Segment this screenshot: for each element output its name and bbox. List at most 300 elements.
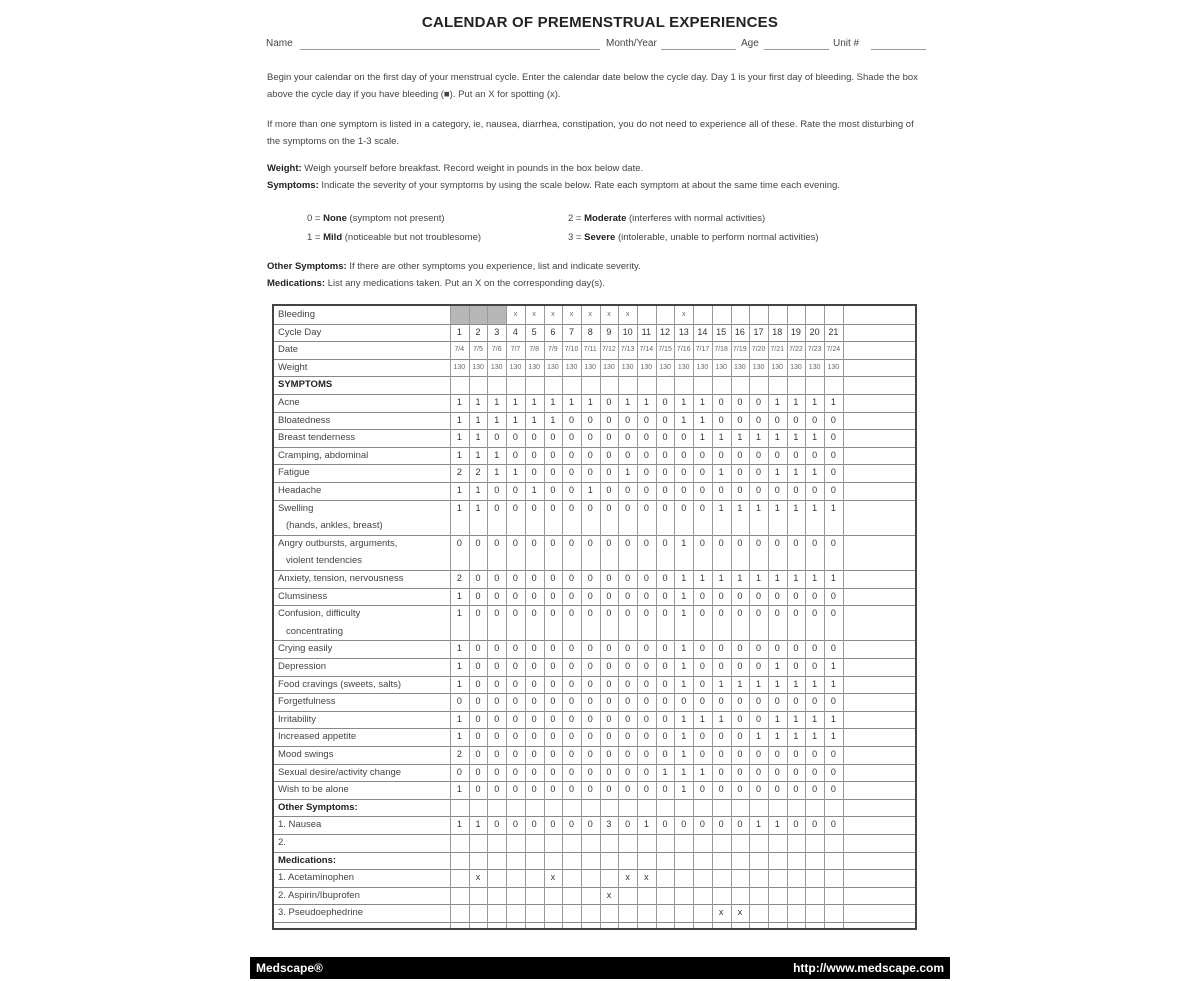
symptom-row-day-21[interactable]: 1 [830,573,836,583]
symptom-row-day-14[interactable]: 1 [699,414,705,425]
symptom-row-day-10[interactable]: 1 [625,467,631,478]
symptom-row-day-8[interactable]: 0 [587,661,593,671]
symptom-row-day-9[interactable]: 0 [606,485,612,495]
symptom-row-day-13[interactable]: 1 [681,731,687,742]
symptom-row-day-18[interactable]: 1 [774,713,780,724]
cycle-day-row-day-14[interactable]: 14 [697,326,708,337]
symptom-row-day-13[interactable]: 1 [681,661,687,671]
symptom-row-day-4[interactable]: 0 [512,678,518,689]
symptom-row-day-18[interactable]: 1 [774,397,780,407]
symptom-row-day-17[interactable]: 1 [756,678,762,689]
cycle-day-row-day-1[interactable]: 1 [456,326,462,337]
symptom-row-day-7[interactable]: 0 [569,766,575,777]
symptom-row-day-13[interactable]: 0 [681,696,687,707]
symptom-row-day-14[interactable]: 1 [699,397,705,407]
symptom-row-day-20[interactable]: 1 [812,502,818,513]
symptom-row-day-10[interactable]: 0 [625,414,631,425]
symptom-row-day-18[interactable]: 1 [774,467,780,478]
symptom-row-day-14[interactable]: 0 [699,590,705,601]
symptom-row-day-9[interactable]: 0 [606,608,612,619]
symptom-row-day-10[interactable]: 0 [625,449,631,460]
symptom-row-day-4[interactable]: 0 [512,590,518,601]
symptom-row-day-2[interactable]: 1 [475,502,481,513]
symptom-row-day-4[interactable]: 0 [512,696,518,707]
symptom-row-day-13[interactable]: 1 [681,749,687,759]
symptom-row-day-8[interactable]: 0 [587,432,593,443]
symptom-row-day-7[interactable]: 0 [569,608,575,619]
symptom-row-day-4[interactable]: 0 [512,432,518,443]
symptom-row-day-14[interactable]: 1 [699,573,705,583]
symptom-row-day-6[interactable]: 0 [550,661,556,671]
cycle-day-row-day-7[interactable]: 7 [569,326,575,337]
symptom-row-day-8[interactable]: 0 [587,573,593,583]
weight-row-day-14[interactable]: 130 [696,363,709,371]
symptom-row-day-5[interactable]: 0 [531,643,537,654]
symptom-row-day-19[interactable]: 0 [793,749,799,759]
symptom-row-day-10[interactable]: 0 [625,590,631,601]
symptom-row-day-4[interactable]: 1 [512,467,518,478]
symptom-row-day-10[interactable]: 0 [625,485,631,495]
date-row-day-1[interactable]: 7/4 [454,346,465,354]
symptom-row-day-15[interactable]: 0 [718,537,724,548]
symptom-row-day-15[interactable]: 0 [718,749,724,759]
cycle-day-row-day-2[interactable]: 2 [475,326,481,337]
symptom-row-day-3[interactable]: 0 [494,696,500,707]
symptom-row-day-5[interactable]: 1 [531,414,537,425]
symptom-row-day-10[interactable]: 1 [625,397,631,407]
symptom-row-day-5[interactable]: 0 [531,590,537,601]
other-symptom-row-day-15[interactable]: 0 [718,819,724,830]
symptom-row-day-10[interactable]: 0 [625,537,631,548]
symptom-row-day-20[interactable]: 0 [812,414,818,425]
symptom-row-day-10[interactable]: 0 [625,678,631,689]
weight-row-day-10[interactable]: 130 [621,363,634,371]
symptom-row-day-3[interactable]: 0 [494,502,500,513]
symptom-row-day-14[interactable]: 0 [699,731,705,742]
symptom-row-day-1[interactable]: 1 [456,608,462,619]
symptom-row-day-5[interactable]: 0 [531,608,537,619]
symptom-row-day-5[interactable]: 0 [531,432,537,443]
symptom-row-day-15[interactable]: 1 [718,713,724,724]
weight-row-day-12[interactable]: 130 [659,363,671,371]
symptom-row-day-17[interactable]: 0 [756,537,762,548]
symptom-row-day-7[interactable]: 0 [569,537,575,548]
symptom-row-day-21[interactable]: 1 [830,713,836,724]
symptom-row-day-2[interactable]: 0 [475,643,481,654]
symptom-row-day-16[interactable]: 0 [737,713,743,724]
symptom-row-day-12[interactable]: 0 [662,643,668,654]
symptom-row-day-8[interactable]: 0 [587,713,593,724]
bleeding-row-day-7[interactable]: x [569,311,574,318]
symptom-row-day-6[interactable]: 1 [550,397,556,407]
symptom-row-day-21[interactable]: 0 [830,485,836,495]
symptom-row-day-14[interactable]: 1 [699,766,705,777]
symptom-row-day-4[interactable]: 0 [512,731,518,742]
symptom-row-day-11[interactable]: 0 [643,766,649,777]
symptom-row-day-13[interactable]: 1 [681,397,687,407]
symptom-row-day-1[interactable]: 2 [456,749,462,759]
symptom-row-day-19[interactable]: 0 [793,696,799,707]
symptom-row-day-10[interactable]: 0 [625,661,631,671]
symptom-row-day-12[interactable]: 0 [662,678,668,689]
symptom-row-day-19[interactable]: 1 [793,678,799,689]
other-symptom-row-day-5[interactable]: 0 [531,819,537,830]
symptom-row-day-15[interactable]: 0 [718,414,724,425]
symptom-row-day-9[interactable]: 0 [606,414,612,425]
symptom-row-day-8[interactable]: 0 [587,731,593,742]
symptom-row-day-1[interactable]: 1 [456,643,462,654]
cycle-day-row-day-20[interactable]: 20 [809,326,820,337]
symptom-row-day-13[interactable]: 0 [681,485,687,495]
symptom-row-day-16[interactable]: 0 [737,449,743,460]
symptom-row-day-12[interactable]: 0 [662,784,668,795]
symptom-row-day-2[interactable]: 0 [475,713,481,724]
symptom-row-day-18[interactable]: 1 [774,678,780,689]
symptom-row-day-12[interactable]: 0 [662,537,668,548]
symptom-row-day-8[interactable]: 1 [587,397,593,407]
symptom-row-day-11[interactable]: 0 [643,432,649,443]
weight-row-day-3[interactable]: 130 [490,363,503,371]
symptom-row-day-13[interactable]: 1 [681,784,687,795]
symptom-row-day-13[interactable]: 1 [681,766,687,777]
symptom-row-day-17[interactable]: 0 [756,608,762,619]
symptom-row-day-19[interactable]: 0 [793,661,799,671]
symptom-row-day-1[interactable]: 1 [456,661,462,671]
symptom-row-day-3[interactable]: 0 [494,713,500,724]
other-symptom-row-day-1[interactable]: 1 [456,819,462,830]
symptom-row-day-7[interactable]: 0 [569,590,575,601]
other-symptom-row-day-21[interactable]: 0 [830,819,836,830]
symptom-row-day-7[interactable]: 0 [569,784,575,795]
date-row-day-4[interactable]: 7/7 [510,346,521,354]
symptom-row-day-13[interactable]: 1 [681,537,687,548]
symptom-row-day-1[interactable]: 1 [456,590,462,601]
bleeding-row-day-9[interactable]: x [607,311,611,318]
symptom-row-day-4[interactable]: 0 [512,449,518,460]
symptom-row-day-15[interactable]: 0 [718,696,724,707]
symptom-row-day-1[interactable]: 0 [456,537,462,548]
symptom-row-day-19[interactable]: 1 [793,432,799,443]
symptom-row-day-20[interactable]: 0 [812,608,818,619]
symptom-row-day-11[interactable]: 0 [643,608,649,619]
bleeding-row-day-5[interactable]: x [532,311,536,318]
cycle-day-row-day-12[interactable]: 12 [660,326,671,337]
symptom-row-day-18[interactable]: 0 [774,449,780,460]
symptom-row-day-14[interactable]: 0 [699,678,705,689]
symptom-row-day-14[interactable]: 0 [699,502,705,513]
cycle-day-row-day-9[interactable]: 9 [606,326,612,337]
cycle-day-row-day-5[interactable]: 5 [531,326,537,337]
date-row-day-21[interactable]: 7/24 [826,346,841,354]
symptom-row-day-20[interactable]: 0 [812,661,818,671]
symptom-row-day-7[interactable]: 0 [569,485,575,495]
symptom-row-day-9[interactable]: 0 [606,590,612,601]
symptom-row-day-3[interactable]: 1 [494,449,500,460]
symptom-row-day-1[interactable]: 1 [456,678,462,689]
symptom-row-day-20[interactable]: 0 [812,766,818,777]
symptom-row-day-16[interactable]: 1 [737,502,743,513]
symptom-row-day-11[interactable]: 0 [643,573,649,583]
cycle-day-row-day-18[interactable]: 18 [772,326,783,337]
weight-row-day-1[interactable]: 130 [453,363,466,371]
symptom-row-day-11[interactable]: 0 [643,590,649,601]
symptom-row-day-19[interactable]: 0 [793,414,799,425]
symptom-row-day-2[interactable]: 1 [475,397,481,407]
symptom-row-day-8[interactable]: 0 [587,537,593,548]
symptom-row-day-6[interactable]: 0 [550,485,556,495]
symptom-row-day-11[interactable]: 0 [643,749,649,759]
symptom-row-day-19[interactable]: 0 [793,537,799,548]
symptom-row-day-9[interactable]: 0 [606,731,612,742]
weight-row-day-15[interactable]: 130 [715,363,727,371]
symptom-row-day-10[interactable]: 0 [625,696,631,707]
symptom-row-day-14[interactable]: 1 [699,713,705,724]
symptom-row-day-17[interactable]: 0 [756,784,762,795]
bleeding-row-day-8[interactable]: x [588,311,592,318]
symptom-row-day-8[interactable]: 0 [587,449,593,460]
symptom-row-day-17[interactable]: 0 [756,414,762,425]
symptom-row-day-15[interactable]: 0 [718,449,724,460]
symptom-row-day-19[interactable]: 1 [793,397,799,407]
symptom-row-day-16[interactable]: 0 [737,467,743,478]
symptom-row-day-2[interactable]: 0 [475,784,481,795]
symptom-row-day-2[interactable]: 1 [475,485,481,495]
symptom-row-day-13[interactable]: 0 [681,449,687,460]
date-row-day-6[interactable]: 7/9 [547,346,558,354]
symptom-row-day-13[interactable]: 1 [681,414,687,425]
symptom-row-day-10[interactable]: 0 [625,749,631,759]
symptom-row-day-9[interactable]: 0 [606,661,612,671]
symptom-row-day-20[interactable]: 0 [812,485,818,495]
symptom-row-day-12[interactable]: 0 [662,397,668,407]
symptom-row-day-8[interactable]: 0 [587,502,593,513]
date-row-day-2[interactable]: 7/5 [473,346,483,354]
weight-row-day-16[interactable]: 130 [734,363,746,371]
other-symptom-row-day-20[interactable]: 0 [812,819,818,830]
symptom-row-day-4[interactable]: 0 [512,485,518,495]
symptom-row-day-5[interactable]: 0 [531,749,537,759]
symptom-row-day-1[interactable]: 1 [456,449,462,460]
weight-row-day-7[interactable]: 130 [565,363,578,371]
symptom-row-day-12[interactable]: 0 [662,485,668,495]
symptom-row-day-21[interactable]: 0 [830,696,836,707]
symptom-row-day-12[interactable]: 0 [662,590,668,601]
symptom-row-day-17[interactable]: 0 [756,713,762,724]
symptom-row-day-7[interactable]: 0 [569,432,575,443]
symptom-row-day-18[interactable]: 1 [774,573,780,583]
symptom-row-day-3[interactable]: 0 [494,749,500,759]
symptom-row-day-2[interactable]: 2 [475,467,481,478]
symptom-row-day-12[interactable]: 0 [662,713,668,724]
symptom-row-day-17[interactable]: 0 [756,696,762,707]
symptom-row-day-5[interactable]: 1 [531,397,537,407]
symptom-row-day-16[interactable]: 1 [737,432,743,443]
symptom-row-day-11[interactable]: 0 [643,502,649,513]
symptom-row-day-8[interactable]: 0 [587,678,593,689]
symptom-row-day-6[interactable]: 0 [550,643,556,654]
symptom-row-day-4[interactable]: 0 [512,784,518,795]
symptom-row-day-20[interactable]: 1 [812,678,818,689]
symptom-row-day-10[interactable]: 0 [625,608,631,619]
symptom-row-day-7[interactable]: 0 [569,696,575,707]
symptom-row-day-15[interactable]: 0 [718,784,724,795]
symptom-row-day-20[interactable]: 0 [812,784,818,795]
symptom-row-day-21[interactable]: 0 [830,766,836,777]
symptom-row-day-10[interactable]: 0 [625,713,631,724]
symptom-row-day-6[interactable]: 0 [550,678,556,689]
symptom-row-day-2[interactable]: 0 [475,661,481,671]
symptom-row-day-5[interactable]: 0 [531,573,537,583]
symptom-row-day-3[interactable]: 0 [494,608,500,619]
symptom-row-day-12[interactable]: 0 [662,661,668,671]
symptom-row-day-12[interactable]: 0 [662,449,668,460]
symptom-row-day-4[interactable]: 0 [512,502,518,513]
symptom-row-day-17[interactable]: 1 [756,573,762,583]
symptom-row-day-9[interactable]: 0 [606,678,612,689]
symptom-row-day-6[interactable]: 0 [550,573,556,583]
symptom-row-day-19[interactable]: 1 [793,467,799,478]
symptom-row-day-16[interactable]: 0 [737,731,743,742]
symptom-row-day-11[interactable]: 0 [643,485,649,495]
other-symptom-row-day-19[interactable]: 0 [793,819,799,830]
symptom-row-day-21[interactable]: 0 [830,449,836,460]
symptom-row-day-7[interactable]: 0 [569,731,575,742]
cycle-day-row-day-10[interactable]: 10 [622,326,633,337]
symptom-row-day-20[interactable]: 1 [812,432,818,443]
symptom-row-day-15[interactable]: 0 [718,766,724,777]
symptom-row-day-11[interactable]: 0 [643,696,649,707]
symptom-row-day-16[interactable]: 0 [737,414,743,425]
symptom-row-day-12[interactable]: 0 [662,414,668,425]
symptom-row-day-12[interactable]: 0 [662,608,668,619]
date-row-day-10[interactable]: 7/13 [620,346,635,354]
symptom-row-day-4[interactable]: 1 [512,397,518,407]
symptom-row-day-9[interactable]: 0 [606,537,612,548]
symptom-row-day-9[interactable]: 0 [606,502,612,513]
symptom-row-day-1[interactable]: 0 [456,696,462,707]
symptom-row-day-13[interactable]: 1 [681,643,687,654]
symptom-row-day-11[interactable]: 0 [643,449,649,460]
cycle-day-row-day-4[interactable]: 4 [512,326,518,337]
symptom-row-day-8[interactable]: 0 [587,467,593,478]
symptom-row-day-2[interactable]: 1 [475,414,481,425]
symptom-row-day-19[interactable]: 0 [793,766,799,777]
symptom-row-day-9[interactable]: 0 [606,696,612,707]
symptom-row-day-17[interactable]: 0 [756,590,762,601]
symptom-row-day-15[interactable]: 1 [718,467,724,478]
symptom-row-day-3[interactable]: 0 [494,678,500,689]
other-symptom-row-day-12[interactable]: 0 [662,819,668,830]
symptom-row-day-1[interactable]: 0 [456,766,462,777]
symptom-row-day-16[interactable]: 0 [737,696,743,707]
symptom-row-day-3[interactable]: 0 [494,537,500,548]
symptom-row-day-8[interactable]: 0 [587,643,593,654]
symptom-row-day-17[interactable]: 0 [756,449,762,460]
symptom-row-day-9[interactable]: 0 [606,643,612,654]
symptom-row-day-16[interactable]: 0 [737,784,743,795]
symptom-row-day-7[interactable]: 0 [569,661,575,671]
symptom-row-day-17[interactable]: 1 [756,502,762,513]
symptom-row-day-5[interactable]: 0 [531,696,537,707]
bleeding-row-day-10[interactable]: x [625,311,630,318]
symptom-row-day-5[interactable]: 0 [531,502,537,513]
symptom-row-day-6[interactable]: 0 [550,784,556,795]
symptom-row-day-15[interactable]: 0 [718,731,724,742]
symptom-row-day-4[interactable]: 0 [512,661,518,671]
date-row-day-12[interactable]: 7/15 [658,346,672,354]
symptom-row-day-10[interactable]: 0 [625,643,631,654]
symptom-row-day-5[interactable]: 0 [531,731,537,742]
symptom-row-day-9[interactable]: 0 [606,766,612,777]
symptom-row-day-6[interactable]: 0 [550,537,556,548]
symptom-row-day-20[interactable]: 1 [812,467,818,478]
symptom-row-day-16[interactable]: 0 [737,590,743,601]
symptom-row-day-20[interactable]: 1 [812,397,818,407]
symptom-row-day-12[interactable]: 0 [662,467,668,478]
symptom-row-day-4[interactable]: 0 [512,643,518,654]
symptom-row-day-5[interactable]: 1 [531,485,537,495]
symptom-row-day-10[interactable]: 0 [625,502,631,513]
symptom-row-day-11[interactable]: 0 [643,467,649,478]
symptom-row-day-5[interactable]: 0 [531,467,537,478]
symptom-row-day-19[interactable]: 1 [793,502,799,513]
symptom-row-day-12[interactable]: 0 [662,731,668,742]
symptom-row-day-21[interactable]: 0 [830,608,836,619]
symptom-row-day-15[interactable]: 0 [718,397,724,407]
symptom-row-day-14[interactable]: 0 [699,749,705,759]
symptom-row-day-1[interactable]: 1 [456,414,462,425]
medication-row-day-11[interactable]: x [644,872,649,883]
symptom-row-day-8[interactable]: 1 [587,485,593,495]
symptom-row-day-8[interactable]: 0 [587,784,593,795]
symptom-row-day-4[interactable]: 0 [512,573,518,583]
date-row-day-20[interactable]: 7/23 [807,346,822,354]
weight-row-day-8[interactable]: 130 [584,363,597,371]
symptom-row-day-16[interactable]: 0 [737,397,743,407]
symptom-row-day-21[interactable]: 0 [830,784,836,795]
symptom-row-day-7[interactable]: 0 [569,749,575,759]
symptom-row-day-15[interactable]: 1 [718,573,724,583]
symptom-row-day-20[interactable]: 1 [812,573,818,583]
symptom-row-day-1[interactable]: 1 [456,485,462,495]
symptom-row-day-2[interactable]: 0 [475,608,481,619]
symptom-row-day-17[interactable]: 0 [756,467,762,478]
symptom-row-day-10[interactable]: 0 [625,784,631,795]
symptom-row-day-8[interactable]: 0 [587,414,593,425]
symptom-row-day-5[interactable]: 0 [531,678,537,689]
other-symptom-row-day-2[interactable]: 1 [475,819,481,830]
date-row-day-19[interactable]: 7/22 [789,346,803,354]
symptom-row-day-5[interactable]: 0 [531,537,537,548]
symptom-row-day-9[interactable]: 0 [606,784,612,795]
symptom-row-day-16[interactable]: 1 [737,573,743,583]
date-row-day-8[interactable]: 7/11 [583,346,597,354]
symptom-row-day-3[interactable]: 1 [494,397,500,407]
symptom-row-day-6[interactable]: 0 [550,749,556,759]
symptom-row-day-6[interactable]: 0 [550,731,556,742]
symptom-row-day-7[interactable]: 0 [569,449,575,460]
symptom-row-day-1[interactable]: 2 [456,467,462,478]
other-symptom-row-day-10[interactable]: 0 [625,819,631,830]
symptom-row-day-3[interactable]: 0 [494,766,500,777]
symptom-row-day-11[interactable]: 0 [643,537,649,548]
cycle-day-row-day-16[interactable]: 16 [734,326,745,337]
symptom-row-day-20[interactable]: 0 [812,696,818,707]
cycle-day-row-day-6[interactable]: 6 [550,326,556,337]
weight-row-day-5[interactable]: 130 [528,363,540,371]
symptom-row-day-18[interactable]: 0 [774,608,780,619]
symptom-row-day-14[interactable]: 0 [699,643,705,654]
